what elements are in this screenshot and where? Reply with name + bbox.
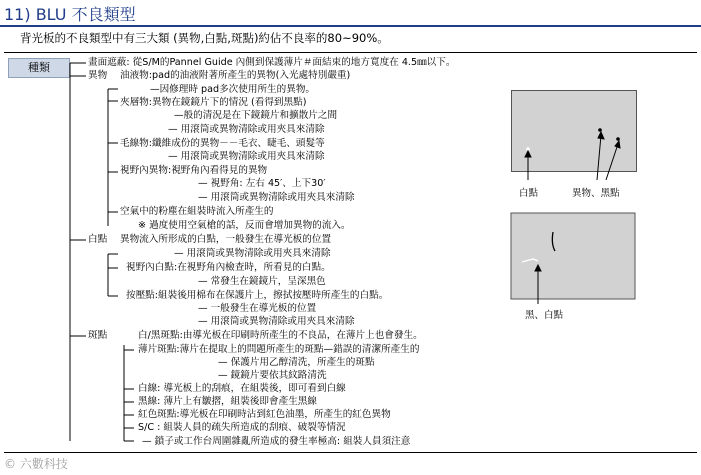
row-deep-black: — 常發生在鏡鏡片，呈深黑色 bbox=[198, 276, 326, 287]
row-white-line: 白線: 導光板上的刮痕，在組裝後，即可看到白線 bbox=[138, 383, 346, 394]
row-clean-4: — 用滾筒或異物清除或用夾具來清除 bbox=[174, 248, 331, 259]
row-pad-repair: —因修理時 pad多次使用所生的異物。 bbox=[150, 84, 316, 95]
row-alcohol-spot: — 保護片用乙醇清洗，所產生的斑點 bbox=[218, 357, 375, 368]
row-view-angle: — 視野角: 左右 45′、上下30′ bbox=[198, 178, 326, 189]
row-scratch: S/C : 組裝人員的疏失所造成的刮痕、破裂等情況 bbox=[138, 422, 346, 433]
page-title: 11) BLU 不良類型 bbox=[4, 5, 136, 24]
row-dust: 空氣中的粉塵在組裝時流入所產生的 bbox=[120, 206, 274, 217]
row-layer-note: —般的清況是在下鏡鏡片和擴散片之間 bbox=[174, 110, 338, 121]
row-black-line: 黑線: 薄片上有皺摺，組裝後即會產生黑線 bbox=[138, 396, 317, 407]
category-spot: 斑點 bbox=[88, 330, 108, 341]
label-foreign-black: 異物、黑點 bbox=[572, 188, 620, 199]
title-underline bbox=[0, 25, 701, 27]
row-white-dot-desc: 異物流入所形成的白點，一般發生在導光板的位置 bbox=[120, 234, 332, 245]
row-red-spot: 紅色斑點:導光板在印刷時沾到紅色油墨，所產生的紅色異物 bbox=[138, 409, 391, 420]
row-clean-2: — 用滾筒或異物清除或用夾具來清除 bbox=[168, 151, 325, 162]
row-air-gun-note: ※ 過度使用空氣槍的話，反而會增加異物的流入。 bbox=[138, 220, 351, 231]
label-black-white-dot: 黑、白點 bbox=[525, 310, 564, 321]
divider-bottom bbox=[4, 452, 697, 453]
watermark: © 六數科技 bbox=[4, 457, 68, 471]
row-view-foreign: 視野內異物:視野角內看得見的異物 bbox=[120, 165, 268, 176]
row-layer-foreign: 夾層物:異物在鏡鏡片下的情況 (看得到黑點) bbox=[120, 97, 307, 108]
row-clean-1: — 用滾筒或異物清除或用夾具來清除 bbox=[168, 124, 325, 135]
row-clean-3: — 用滾筒或異物清除或用夾具來清除 bbox=[198, 192, 355, 203]
row-screen-mask: 畫面遮蔽: 從S/M的Pannel Guide 內側到保護薄片＃面結束的地方寬度在 4.5㎜以下。 bbox=[88, 57, 456, 68]
divider-top bbox=[4, 52, 697, 53]
row-view-white-dot: 視野內白點:在視野角內檢查時，所看見的白點。 bbox=[126, 262, 331, 273]
row-fiber-foreign: 毛線物:纖維成份的異物－－毛衣、睫毛、頭髮等 bbox=[120, 138, 325, 149]
row-bw-spot: 白/黑斑點:由導光板在印刷時所產生的不良品，在薄片上也會發生。 bbox=[138, 330, 423, 341]
row-lock-note: — 鎖子或工作台周圍雜亂所造成的發生率極高: 組裝人員須注意 bbox=[142, 436, 411, 447]
illustration-panel-dots bbox=[511, 90, 637, 172]
intro-text: 背光板的不良類型中有三大類 (異物,白點,斑點)約佔不良率的80~90%。 bbox=[20, 31, 389, 45]
row-press-location: — 一般發生在導光板的位置 bbox=[198, 303, 317, 314]
category-foreign: 異物 bbox=[88, 70, 108, 81]
category-header: 種類 bbox=[8, 58, 70, 78]
row-press-dot: 按壓點:組裝後用棉布在保護片上，擦拭按壓時所產生的白點。 bbox=[126, 290, 389, 301]
row-grain-clean: — 鏡鏡片要依其紋路清洗 bbox=[218, 370, 327, 381]
row-oil-foreign: 油液物:pad的油液附著所產生的異物(入光處特別嚴重) bbox=[120, 70, 351, 81]
label-white-dot: 白點 bbox=[519, 188, 539, 199]
row-clean-5: — 用滾筒或異物清除或用夾具來清除 bbox=[198, 316, 355, 327]
category-white-dot: 白點 bbox=[88, 234, 108, 245]
row-sheet-spot: 薄片斑點:薄片在提取上的問題所產生的斑點—錯誤的清潔所產生的 bbox=[138, 344, 420, 355]
title-bar bbox=[0, 0, 701, 26]
